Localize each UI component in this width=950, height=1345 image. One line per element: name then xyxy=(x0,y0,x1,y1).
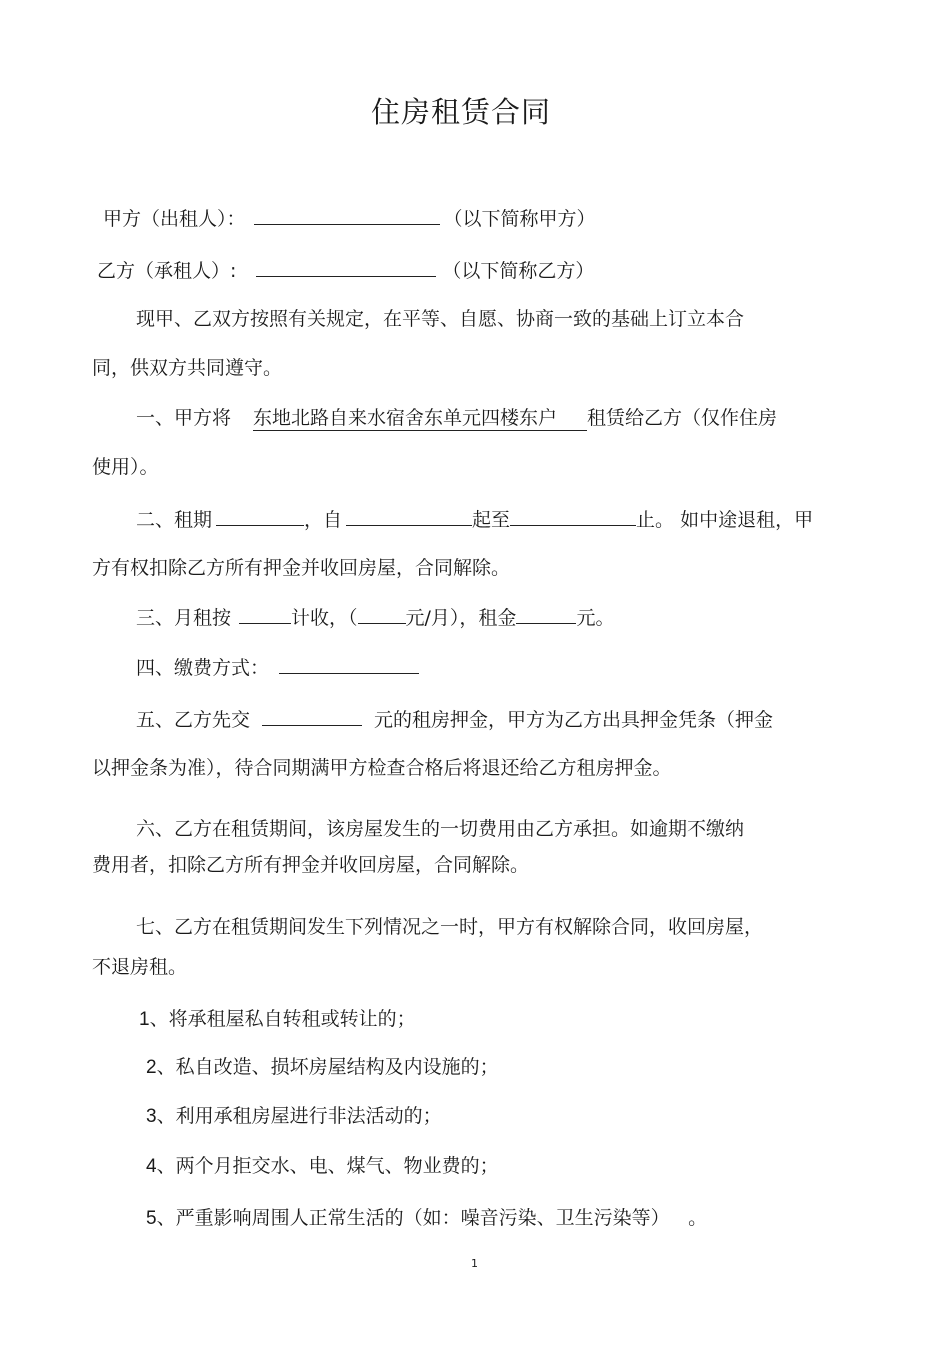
intro-line-1: 现甲、乙双方按照有关规定，在平等、自愿、协商一致的基础上订立本合 xyxy=(136,308,745,330)
clause-1-prefix: 一、甲方将 xyxy=(136,407,232,429)
list-item-number: 4 xyxy=(146,1156,157,1177)
clause-2-line-1 xyxy=(136,506,813,532)
party-b-label: 乙方（承租人）: xyxy=(97,260,237,282)
clause-1-suffix: 租赁给乙方（仅作住房 xyxy=(587,407,778,429)
list-item-number: 1 xyxy=(139,1009,150,1030)
list-item-tail: 。 xyxy=(688,1207,708,1229)
list-item xyxy=(146,1154,499,1179)
list-item-text: 、利用承租房屋进行非法活动的； xyxy=(156,1105,442,1127)
clause-5-line-2: 以押金条为准），待合同期满甲方检查合格后将退还给乙方租房押金。 xyxy=(92,757,672,779)
list-item xyxy=(139,1007,416,1032)
clause-4-prefix: 四、缴费方式： xyxy=(136,657,270,679)
clause-4-line xyxy=(136,654,419,680)
clause-7-line-1: 七、乙方在租赁期间发生下列情况之一时，甲方有权解除合同，收回房屋， xyxy=(136,916,764,938)
list-item-number: 5 xyxy=(146,1208,157,1229)
clause-3-prefix: 三、月租按 xyxy=(136,607,232,629)
list-item-number: 2 xyxy=(146,1057,157,1078)
rental-address: 东地北路自来水宿舍东单元四楼东户 xyxy=(253,407,587,431)
deposit-blank[interactable] xyxy=(262,706,362,726)
clause-7-line-2: 不退房租。 xyxy=(92,956,188,978)
party-b-blank[interactable] xyxy=(256,257,436,277)
party-b-suffix: （以下简称乙方） xyxy=(442,260,595,282)
clause-3-suffix: 元。 xyxy=(576,607,615,629)
list-item xyxy=(146,1104,442,1129)
list-item-text: 、两个月拒交水、电、煤气、物业费的； xyxy=(156,1155,499,1177)
payment-method-blank[interactable] xyxy=(279,654,419,674)
document-title: 住房租赁合同 xyxy=(371,95,552,129)
intro-line-2: 同，供双方共同遵守。 xyxy=(92,357,283,379)
party-a-line xyxy=(103,205,596,231)
clause-2-mid2: 起至 xyxy=(472,509,511,531)
monthly-rate-blank[interactable] xyxy=(358,604,406,624)
clause-1-line-2: 使用）。 xyxy=(92,456,159,478)
party-a-suffix: （以下简称甲方） xyxy=(443,208,596,230)
start-date-blank[interactable] xyxy=(346,506,472,526)
clause-2-prefix: 二、租期 xyxy=(136,509,213,531)
billing-period-blank[interactable] xyxy=(239,604,291,624)
rent-amount-blank[interactable] xyxy=(516,604,576,624)
list-item-number: 3 xyxy=(146,1106,157,1127)
clause-3-line xyxy=(136,604,614,630)
clause-5-line-1 xyxy=(136,706,773,732)
clause-5-prefix: 五、乙方先交 xyxy=(136,709,251,731)
end-date-blank[interactable] xyxy=(510,506,636,526)
clause-2-mid1: ，自 xyxy=(304,509,343,531)
party-b-line xyxy=(97,257,594,283)
party-a-label: 甲方（出租人）： xyxy=(103,208,246,230)
clause-3-mid1: 计收，（ xyxy=(291,607,358,629)
clause-2-suffix: 止。 如中途退租，甲 xyxy=(636,509,814,531)
list-item-text: 、严重影响周围人正常生活的（如：噪音污染、卫生污染等） xyxy=(156,1207,661,1229)
page-number: 1 xyxy=(471,1257,478,1270)
party-a-blank[interactable] xyxy=(254,205,440,225)
list-item-text: 、将承租屋私自转租或转让的； xyxy=(149,1008,416,1030)
list-item xyxy=(146,1055,499,1080)
list-item-text: 、私自改造、损坏房屋结构及内设施的； xyxy=(156,1056,499,1078)
clause-1-line-1 xyxy=(136,406,777,430)
list-item xyxy=(146,1206,707,1231)
lease-term-blank[interactable] xyxy=(216,506,304,526)
clause-5-suffix: 元的租房押金，甲方为乙方出具押金凭条（押金 xyxy=(374,709,774,731)
clause-6-line-1: 六、乙方在租赁期间，该房屋发生的一切费用由乙方承担。如逾期不缴纳 xyxy=(136,818,745,840)
clause-3-mid2: 元/月），租金 xyxy=(405,607,517,629)
clause-6-line-2: 费用者，扣除乙方所有押金并收回房屋，合同解除。 xyxy=(92,854,530,876)
clause-2-line-2: 方有权扣除乙方所有押金并收回房屋，合同解除。 xyxy=(92,557,511,579)
